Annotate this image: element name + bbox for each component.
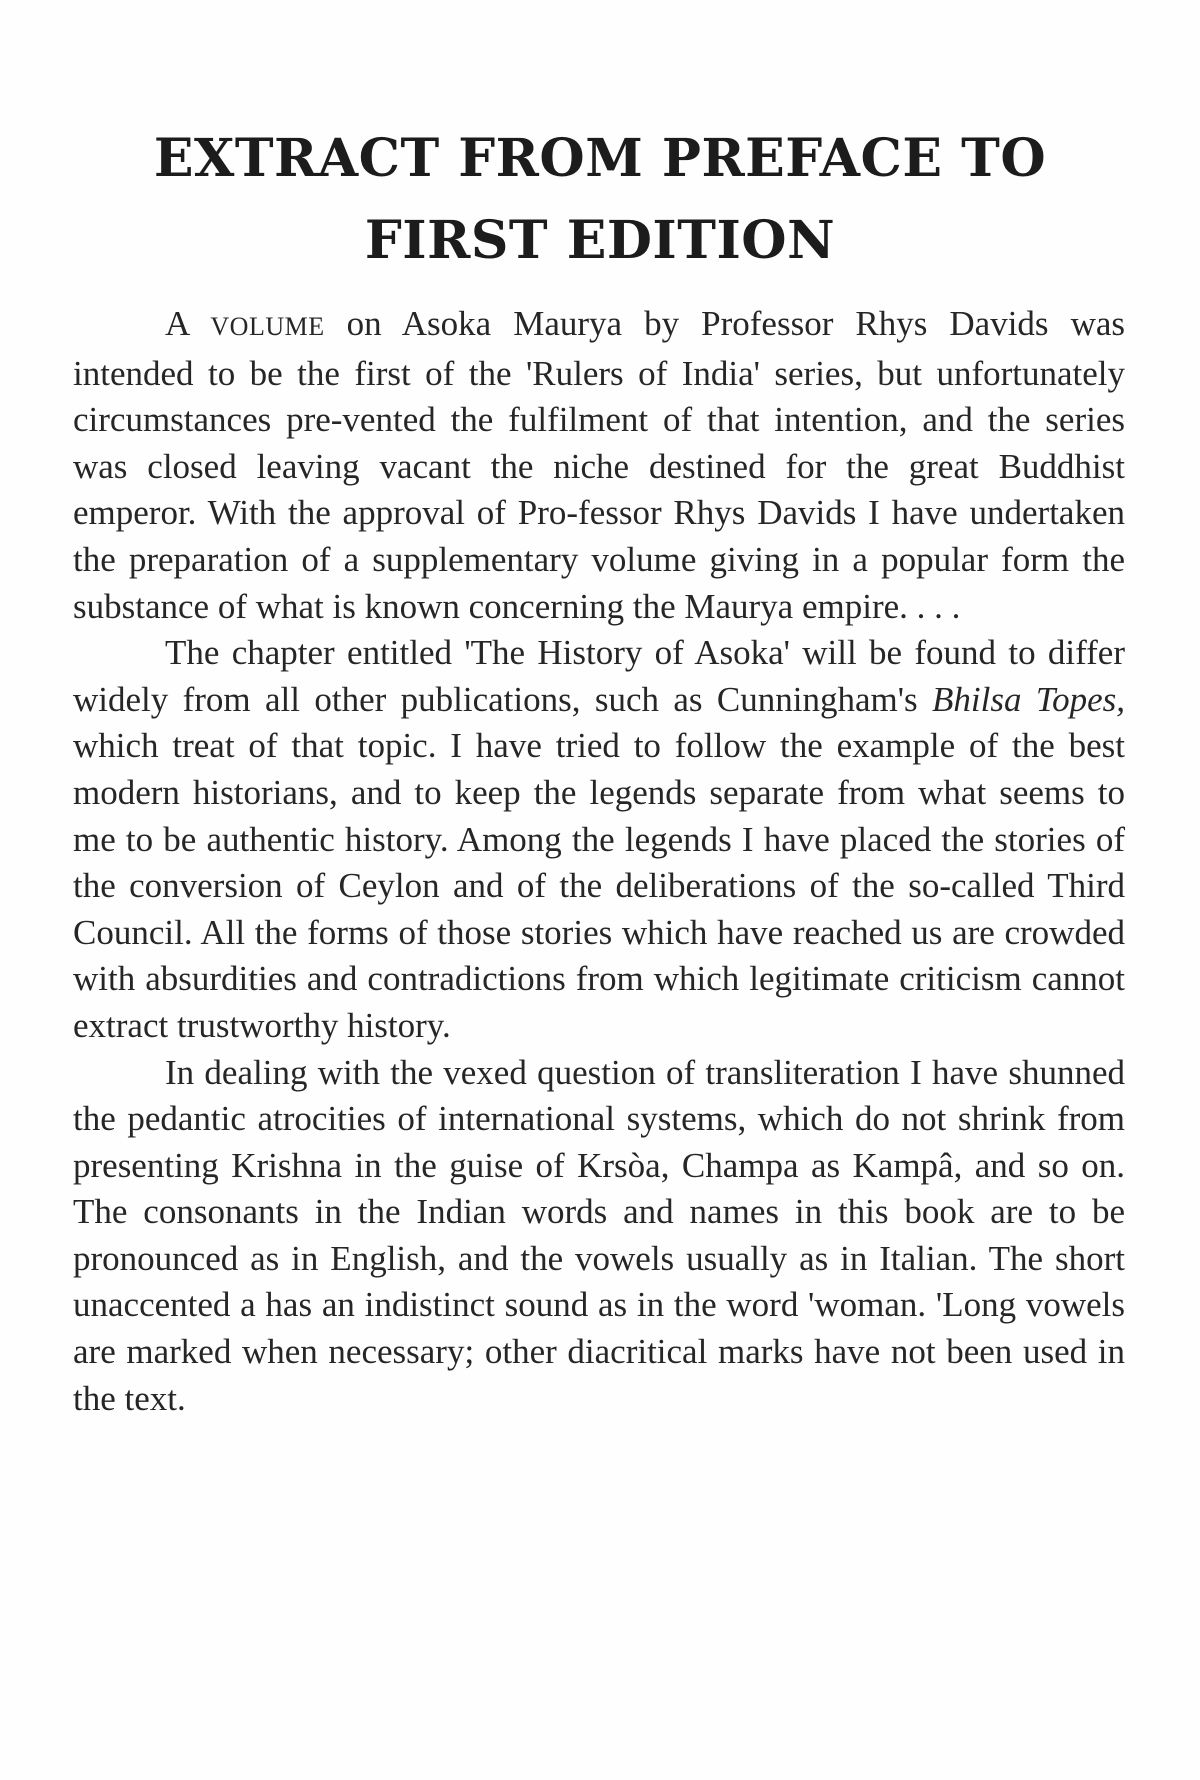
paragraph-3 [73,1050,1125,1423]
paragraph-2-text-before: The chapter entitled 'The History of Asoka' will be found to differ widely from all other publications, such as Cunningham's [73,633,1125,719]
paragraph-3-text: In dealing with the vexed question of transliteration I have shunned the pedantic atrocities of international systems, which do not shrink from presenting Krishna in the guise of Krsòa, Champa as Kampâ, and so on. The consonants in the Indian words and names in this book are to be pronounced as in English, and the vowels usually as in Italian. The short unaccented a has an indistinct sound as in the word 'woman. 'Long vowels are marked when necessary; other diacritical marks have not been used in the text. [73,1052,1125,1418]
paragraph-2-book-title: Bhilsa Topes, [932,679,1126,719]
paragraph-2-text-after: which treat of that topic. I have tried to follow the example of the best modern historians, and to keep the legends separate from what seems to me to be authentic history. Among the legends I have placed the stories of the conversion of Ceylon and of the deliberations of the so-called Third Council. All the forms of those stories which have reached us are crowded with absurdities and contradictions from which legitimate criticism cannot extract trustworthy history. [73,726,1125,1045]
paragraph-1-text: on Asoka Maurya by Professor Rhys Davids was intended to be the first of the 'Rulers of India' series, but unfortunately circumstances pre-vented the fulfilment of that intention, and the series was closed leaving vacant the niche destined for the great Buddhist emperor. With the approval of Pro-fessor Rhys Davids I have undertaken the preparation of a supplementary volume giving in a popular form the substance of what is known concerning the Maurya empire. . . . [73,304,1126,626]
paragraph-1-smallcaps: VOLUME [210,312,325,341]
preface-body [73,301,1125,1422]
paragraph-1-lead: A [165,304,189,343]
paragraph-2 [73,630,1125,1049]
paragraph-1 [73,301,1125,630]
page-title: EXTRACT FROM PREFACE TO FIRST EDITION [153,128,1047,271]
